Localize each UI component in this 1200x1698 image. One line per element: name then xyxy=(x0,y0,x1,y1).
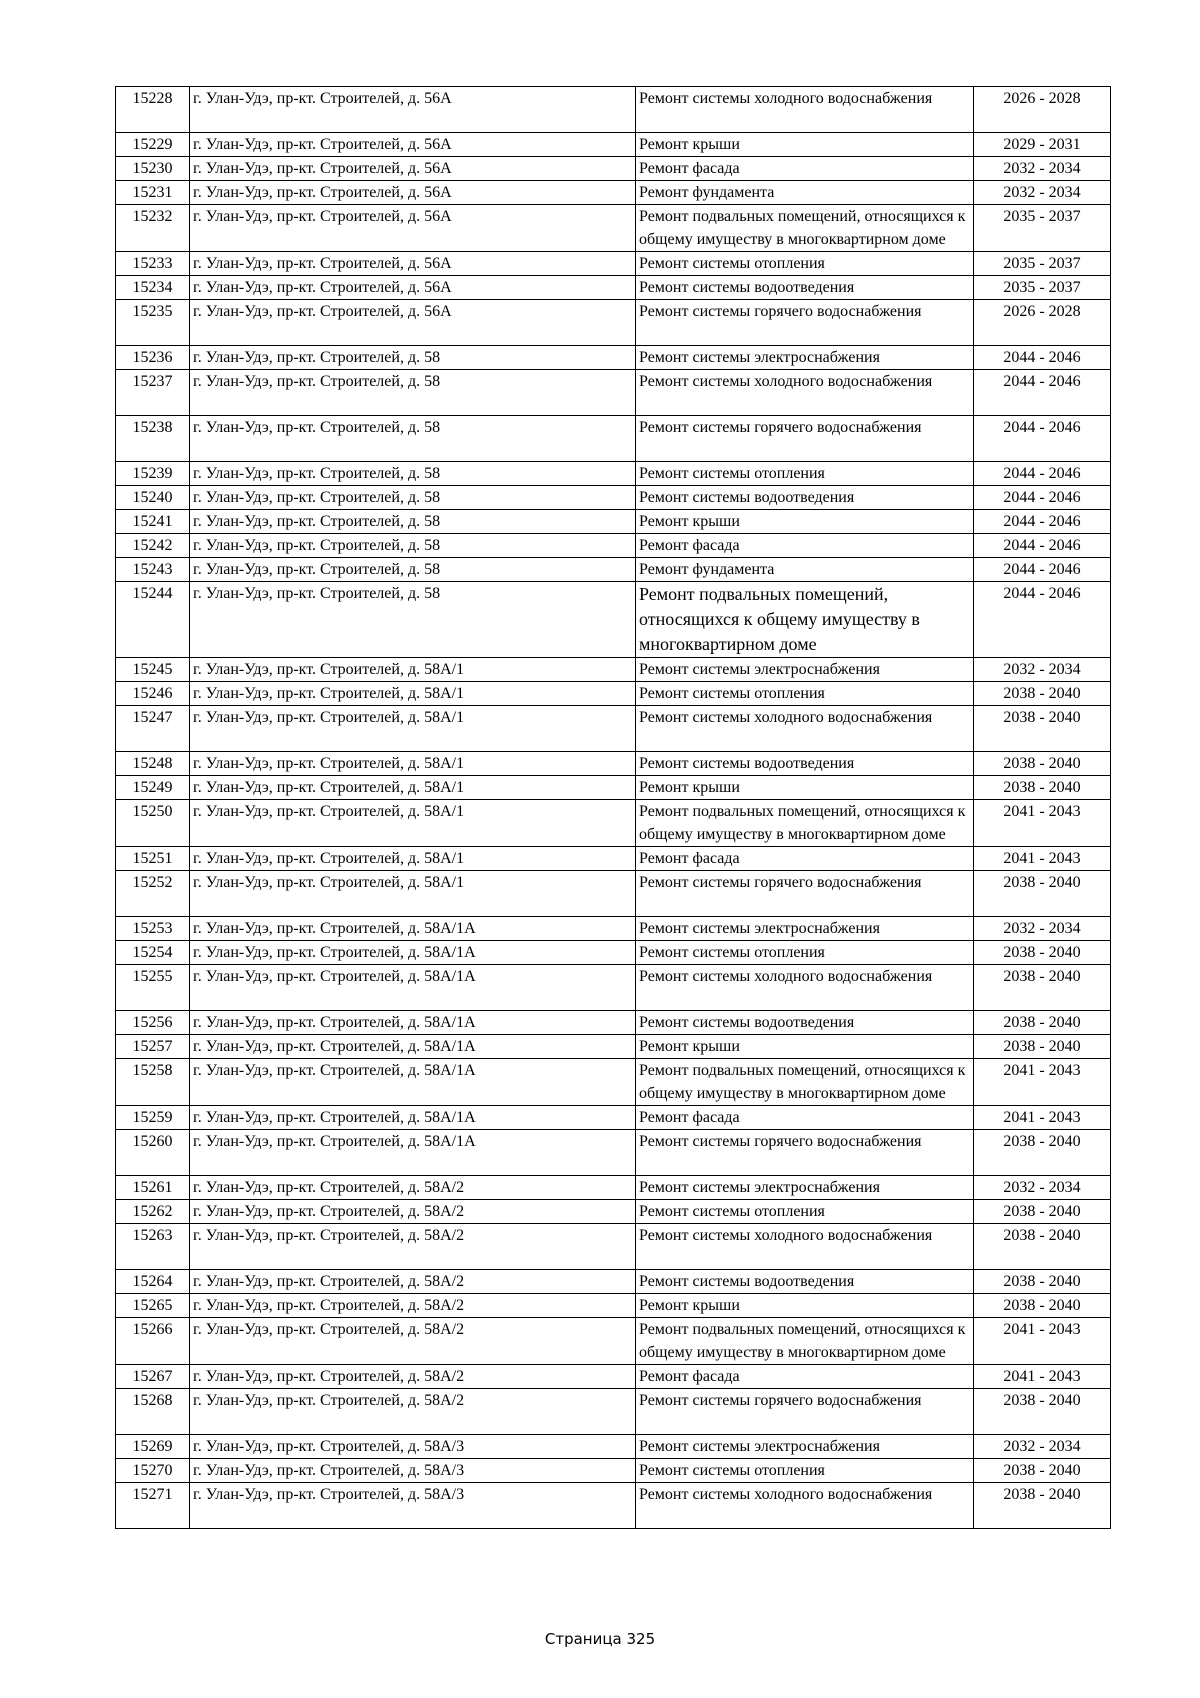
row-number-cell: 15268 xyxy=(116,1389,190,1435)
row-number-cell: 15254 xyxy=(116,941,190,965)
period-cell: 2038 - 2040 xyxy=(974,871,1111,917)
period-cell: 2038 - 2040 xyxy=(974,941,1111,965)
work-type-cell: Ремонт системы водоотведения xyxy=(636,752,974,776)
address-cell: г. Улан-Удэ, пр-кт. Строителей, д. 56А xyxy=(190,276,636,300)
period-cell: 2029 - 2031 xyxy=(974,133,1111,157)
row-number-cell: 15266 xyxy=(116,1318,190,1365)
address-cell: г. Улан-Удэ, пр-кт. Строителей, д. 58А/1 xyxy=(190,752,636,776)
work-type-cell: Ремонт фасада xyxy=(636,534,974,558)
work-type-cell: Ремонт подвальных помещений, относящихся к общему имуществу в многоквартирном доме xyxy=(636,1318,974,1365)
period-cell: 2041 - 2043 xyxy=(974,1318,1111,1365)
work-type-cell: Ремонт системы электроснабжения xyxy=(636,1435,974,1459)
work-type-cell: Ремонт системы отопления xyxy=(636,941,974,965)
row-number-cell: 15258 xyxy=(116,1059,190,1106)
period-cell: 2038 - 2040 xyxy=(974,1130,1111,1176)
work-type-cell: Ремонт системы отопления xyxy=(636,252,974,276)
table-row xyxy=(116,1224,1111,1270)
table-row xyxy=(116,276,1111,300)
table-row xyxy=(116,1435,1111,1459)
work-type-cell: Ремонт системы водоотведения xyxy=(636,1270,974,1294)
row-number-cell: 15246 xyxy=(116,682,190,706)
work-type-cell: Ремонт системы горячего водоснабжения xyxy=(636,871,974,917)
work-type-cell: Ремонт системы электроснабжения xyxy=(636,346,974,370)
table-row xyxy=(116,1459,1111,1483)
row-number-cell: 15241 xyxy=(116,510,190,534)
address-cell: г. Улан-Удэ, пр-кт. Строителей, д. 58 xyxy=(190,510,636,534)
period-cell: 2038 - 2040 xyxy=(974,776,1111,800)
work-type-cell: Ремонт системы водоотведения xyxy=(636,276,974,300)
work-type-cell: Ремонт крыши xyxy=(636,510,974,534)
period-cell: 2032 - 2034 xyxy=(974,1176,1111,1200)
table-row xyxy=(116,917,1111,941)
address-cell: г. Улан-Удэ, пр-кт. Строителей, д. 58 xyxy=(190,462,636,486)
row-number-cell: 15250 xyxy=(116,800,190,847)
period-cell: 2035 - 2037 xyxy=(974,276,1111,300)
address-cell: г. Улан-Удэ, пр-кт. Строителей, д. 58 xyxy=(190,486,636,510)
period-cell: 2038 - 2040 xyxy=(974,1035,1111,1059)
address-cell: г. Улан-Удэ, пр-кт. Строителей, д. 58 xyxy=(190,346,636,370)
table-row xyxy=(116,346,1111,370)
work-type-cell: Ремонт фасада xyxy=(636,1365,974,1389)
row-number-cell: 15245 xyxy=(116,658,190,682)
work-type-cell: Ремонт системы электроснабжения xyxy=(636,1176,974,1200)
address-cell: г. Улан-Удэ, пр-кт. Строителей, д. 58А/2 xyxy=(190,1224,636,1270)
row-number-cell: 15252 xyxy=(116,871,190,917)
table-body xyxy=(116,87,1111,1529)
table-row xyxy=(116,157,1111,181)
period-cell: 2035 - 2037 xyxy=(974,252,1111,276)
address-cell: г. Улан-Удэ, пр-кт. Строителей, д. 58А/1 xyxy=(190,847,636,871)
work-type-cell: Ремонт крыши xyxy=(636,776,974,800)
work-type-cell: Ремонт системы отопления xyxy=(636,1200,974,1224)
table-row xyxy=(116,752,1111,776)
table-row xyxy=(116,1035,1111,1059)
row-number-cell: 15256 xyxy=(116,1011,190,1035)
address-cell: г. Улан-Удэ, пр-кт. Строителей, д. 58А/1 xyxy=(190,706,636,752)
work-type-cell: Ремонт крыши xyxy=(636,1035,974,1059)
table-row xyxy=(116,1130,1111,1176)
work-type-cell: Ремонт крыши xyxy=(636,133,974,157)
table-row xyxy=(116,252,1111,276)
address-cell: г. Улан-Удэ, пр-кт. Строителей, д. 58А/1А xyxy=(190,941,636,965)
row-number-cell: 15232 xyxy=(116,205,190,252)
row-number-cell: 15234 xyxy=(116,276,190,300)
table-row xyxy=(116,510,1111,534)
row-number-cell: 15237 xyxy=(116,370,190,416)
work-type-cell: Ремонт системы горячего водоснабжения xyxy=(636,416,974,462)
table-row xyxy=(116,1011,1111,1035)
work-type-cell: Ремонт системы водоотведения xyxy=(636,1011,974,1035)
period-cell: 2032 - 2034 xyxy=(974,157,1111,181)
address-cell: г. Улан-Удэ, пр-кт. Строителей, д. 56А xyxy=(190,87,636,133)
work-type-cell: Ремонт фундамента xyxy=(636,558,974,582)
table-row xyxy=(116,941,1111,965)
row-number-cell: 15229 xyxy=(116,133,190,157)
row-number-cell: 15235 xyxy=(116,300,190,346)
repair-schedule-table xyxy=(115,86,1111,1529)
work-type-cell: Ремонт системы холодного водоснабжения xyxy=(636,1224,974,1270)
work-type-cell: Ремонт системы электроснабжения xyxy=(636,658,974,682)
address-cell: г. Улан-Удэ, пр-кт. Строителей, д. 58А/1 xyxy=(190,800,636,847)
work-type-cell: Ремонт фундамента xyxy=(636,181,974,205)
row-number-cell: 15271 xyxy=(116,1483,190,1529)
table-row xyxy=(116,965,1111,1011)
row-number-cell: 15263 xyxy=(116,1224,190,1270)
period-cell: 2044 - 2046 xyxy=(974,462,1111,486)
table-row xyxy=(116,416,1111,462)
work-type-cell: Ремонт подвальных помещений, относящихся к общему имуществу в многоквартирном доме xyxy=(636,205,974,252)
period-cell: 2038 - 2040 xyxy=(974,1294,1111,1318)
address-cell: г. Улан-Удэ, пр-кт. Строителей, д. 58 xyxy=(190,558,636,582)
period-cell: 2044 - 2046 xyxy=(974,370,1111,416)
work-type-cell: Ремонт подвальных помещений, относящихся к общему имуществу в многоквартирном доме xyxy=(636,800,974,847)
work-type-cell: Ремонт системы водоотведения xyxy=(636,486,974,510)
address-cell: г. Улан-Удэ, пр-кт. Строителей, д. 58А/2 xyxy=(190,1200,636,1224)
row-number-cell: 15259 xyxy=(116,1106,190,1130)
table-row xyxy=(116,486,1111,510)
table-row xyxy=(116,1176,1111,1200)
table-row xyxy=(116,706,1111,752)
address-cell: г. Улан-Удэ, пр-кт. Строителей, д. 58 xyxy=(190,370,636,416)
period-cell: 2032 - 2034 xyxy=(974,917,1111,941)
table-row xyxy=(116,1365,1111,1389)
period-cell: 2038 - 2040 xyxy=(974,1011,1111,1035)
address-cell: г. Улан-Удэ, пр-кт. Строителей, д. 58А/3 xyxy=(190,1435,636,1459)
address-cell: г. Улан-Удэ, пр-кт. Строителей, д. 58 xyxy=(190,582,636,658)
address-cell: г. Улан-Удэ, пр-кт. Строителей, д. 58А/1А xyxy=(190,1011,636,1035)
period-cell: 2032 - 2034 xyxy=(974,658,1111,682)
row-number-cell: 15248 xyxy=(116,752,190,776)
period-cell: 2038 - 2040 xyxy=(974,1200,1111,1224)
row-number-cell: 15264 xyxy=(116,1270,190,1294)
address-cell: г. Улан-Удэ, пр-кт. Строителей, д. 56А xyxy=(190,205,636,252)
table-row xyxy=(116,776,1111,800)
row-number-cell: 15267 xyxy=(116,1365,190,1389)
address-cell: г. Улан-Удэ, пр-кт. Строителей, д. 58А/2 xyxy=(190,1270,636,1294)
row-number-cell: 15249 xyxy=(116,776,190,800)
row-number-cell: 15230 xyxy=(116,157,190,181)
row-number-cell: 15240 xyxy=(116,486,190,510)
table-row xyxy=(116,181,1111,205)
period-cell: 2041 - 2043 xyxy=(974,1365,1111,1389)
work-type-cell: Ремонт фасада xyxy=(636,1106,974,1130)
table-row xyxy=(116,205,1111,252)
table-row xyxy=(116,1200,1111,1224)
period-cell: 2038 - 2040 xyxy=(974,706,1111,752)
period-cell: 2041 - 2043 xyxy=(974,847,1111,871)
period-cell: 2038 - 2040 xyxy=(974,1483,1111,1529)
period-cell: 2032 - 2034 xyxy=(974,181,1111,205)
row-number-cell: 15233 xyxy=(116,252,190,276)
table-row xyxy=(116,871,1111,917)
row-number-cell: 15238 xyxy=(116,416,190,462)
row-number-cell: 15270 xyxy=(116,1459,190,1483)
period-cell: 2041 - 2043 xyxy=(974,800,1111,847)
work-type-cell: Ремонт системы горячего водоснабжения xyxy=(636,1130,974,1176)
table-row xyxy=(116,462,1111,486)
period-cell: 2038 - 2040 xyxy=(974,965,1111,1011)
table-row xyxy=(116,1483,1111,1529)
row-number-cell: 15242 xyxy=(116,534,190,558)
table-row xyxy=(116,1294,1111,1318)
address-cell: г. Улан-Удэ, пр-кт. Строителей, д. 58 xyxy=(190,416,636,462)
row-number-cell: 15231 xyxy=(116,181,190,205)
table-row xyxy=(116,370,1111,416)
address-cell: г. Улан-Удэ, пр-кт. Строителей, д. 58А/1А xyxy=(190,1059,636,1106)
work-type-cell: Ремонт системы отопления xyxy=(636,1459,974,1483)
period-cell: 2035 - 2037 xyxy=(974,205,1111,252)
row-number-cell: 15228 xyxy=(116,87,190,133)
period-cell: 2044 - 2046 xyxy=(974,510,1111,534)
address-cell: г. Улан-Удэ, пр-кт. Строителей, д. 58А/1 xyxy=(190,658,636,682)
table-row xyxy=(116,133,1111,157)
address-cell: г. Улан-Удэ, пр-кт. Строителей, д. 58А/1 xyxy=(190,682,636,706)
work-type-cell: Ремонт системы холодного водоснабжения xyxy=(636,706,974,752)
row-number-cell: 15260 xyxy=(116,1130,190,1176)
work-type-cell: Ремонт фасада xyxy=(636,847,974,871)
period-cell: 2032 - 2034 xyxy=(974,1435,1111,1459)
address-cell: г. Улан-Удэ, пр-кт. Строителей, д. 58А/2 xyxy=(190,1318,636,1365)
table-row xyxy=(116,847,1111,871)
period-cell: 2038 - 2040 xyxy=(974,752,1111,776)
work-type-cell: Ремонт системы холодного водоснабжения xyxy=(636,87,974,133)
table-row xyxy=(116,300,1111,346)
table-row xyxy=(116,1270,1111,1294)
work-type-cell: Ремонт системы горячего водоснабжения xyxy=(636,1389,974,1435)
table-row xyxy=(116,1059,1111,1106)
table-row xyxy=(116,534,1111,558)
table-row xyxy=(116,682,1111,706)
period-cell: 2038 - 2040 xyxy=(974,682,1111,706)
row-number-cell: 15261 xyxy=(116,1176,190,1200)
address-cell: г. Улан-Удэ, пр-кт. Строителей, д. 58А/2 xyxy=(190,1365,636,1389)
period-cell: 2044 - 2046 xyxy=(974,486,1111,510)
work-type-cell: Ремонт системы электроснабжения xyxy=(636,917,974,941)
period-cell: 2044 - 2046 xyxy=(974,558,1111,582)
period-cell: 2038 - 2040 xyxy=(974,1270,1111,1294)
row-number-cell: 15255 xyxy=(116,965,190,1011)
period-cell: 2044 - 2046 xyxy=(974,346,1111,370)
period-cell: 2026 - 2028 xyxy=(974,300,1111,346)
row-number-cell: 15244 xyxy=(116,582,190,658)
period-cell: 2044 - 2046 xyxy=(974,534,1111,558)
work-type-cell: Ремонт системы холодного водоснабжения xyxy=(636,1483,974,1529)
table-row xyxy=(116,1389,1111,1435)
period-cell: 2038 - 2040 xyxy=(974,1389,1111,1435)
work-type-cell: Ремонт подвальных помещений, относящихся к общему имуществу в многоквартирном доме xyxy=(636,1059,974,1106)
address-cell: г. Улан-Удэ, пр-кт. Строителей, д. 58 xyxy=(190,534,636,558)
work-type-cell: Ремонт фасада xyxy=(636,157,974,181)
address-cell: г. Улан-Удэ, пр-кт. Строителей, д. 58А/1А xyxy=(190,1130,636,1176)
period-cell: 2041 - 2043 xyxy=(974,1059,1111,1106)
table-row xyxy=(116,658,1111,682)
address-cell: г. Улан-Удэ, пр-кт. Строителей, д. 58А/1 xyxy=(190,776,636,800)
period-cell: 2026 - 2028 xyxy=(974,87,1111,133)
work-type-cell: Ремонт системы отопления xyxy=(636,682,974,706)
address-cell: г. Улан-Удэ, пр-кт. Строителей, д. 56А xyxy=(190,181,636,205)
address-cell: г. Улан-Удэ, пр-кт. Строителей, д. 58А/2 xyxy=(190,1294,636,1318)
table-row xyxy=(116,800,1111,847)
row-number-cell: 15251 xyxy=(116,847,190,871)
row-number-cell: 15236 xyxy=(116,346,190,370)
address-cell: г. Улан-Удэ, пр-кт. Строителей, д. 58А/2 xyxy=(190,1176,636,1200)
row-number-cell: 15257 xyxy=(116,1035,190,1059)
period-cell: 2044 - 2046 xyxy=(974,582,1111,658)
address-cell: г. Улан-Удэ, пр-кт. Строителей, д. 56А xyxy=(190,300,636,346)
period-cell: 2038 - 2040 xyxy=(974,1224,1111,1270)
page-number: Страница 325 xyxy=(544,1630,656,1648)
address-cell: г. Улан-Удэ, пр-кт. Строителей, д. 58А/2 xyxy=(190,1389,636,1435)
work-type-cell: Ремонт системы холодного водоснабжения xyxy=(636,370,974,416)
table-row xyxy=(116,87,1111,133)
address-cell: г. Улан-Удэ, пр-кт. Строителей, д. 58А/1А xyxy=(190,1106,636,1130)
table-row xyxy=(116,558,1111,582)
work-type-cell: Ремонт подвальных помещений, относящихся к общему имуществу в многоквартирном доме xyxy=(636,582,974,658)
address-cell: г. Улан-Удэ, пр-кт. Строителей, д. 58А/1А xyxy=(190,965,636,1011)
address-cell: г. Улан-Удэ, пр-кт. Строителей, д. 58А/1 xyxy=(190,871,636,917)
address-cell: г. Улан-Удэ, пр-кт. Строителей, д. 56А xyxy=(190,252,636,276)
address-cell: г. Улан-Удэ, пр-кт. Строителей, д. 58А/3 xyxy=(190,1483,636,1529)
period-cell: 2038 - 2040 xyxy=(974,1459,1111,1483)
address-cell: г. Улан-Удэ, пр-кт. Строителей, д. 58А/3 xyxy=(190,1459,636,1483)
work-type-cell: Ремонт системы горячего водоснабжения xyxy=(636,300,974,346)
row-number-cell: 15239 xyxy=(116,462,190,486)
row-number-cell: 15243 xyxy=(116,558,190,582)
work-type-cell: Ремонт системы отопления xyxy=(636,462,974,486)
table-row xyxy=(116,582,1111,658)
row-number-cell: 15269 xyxy=(116,1435,190,1459)
period-cell: 2041 - 2043 xyxy=(974,1106,1111,1130)
address-cell: г. Улан-Удэ, пр-кт. Строителей, д. 58А/1А xyxy=(190,1035,636,1059)
work-type-cell: Ремонт системы холодного водоснабжения xyxy=(636,965,974,1011)
row-number-cell: 15247 xyxy=(116,706,190,752)
work-type-cell: Ремонт крыши xyxy=(636,1294,974,1318)
table-row xyxy=(116,1318,1111,1365)
row-number-cell: 15265 xyxy=(116,1294,190,1318)
row-number-cell: 15253 xyxy=(116,917,190,941)
period-cell: 2044 - 2046 xyxy=(974,416,1111,462)
address-cell: г. Улан-Удэ, пр-кт. Строителей, д. 58А/1А xyxy=(190,917,636,941)
row-number-cell: 15262 xyxy=(116,1200,190,1224)
address-cell: г. Улан-Удэ, пр-кт. Строителей, д. 56А xyxy=(190,133,636,157)
address-cell: г. Улан-Удэ, пр-кт. Строителей, д. 56А xyxy=(190,157,636,181)
table-row xyxy=(116,1106,1111,1130)
